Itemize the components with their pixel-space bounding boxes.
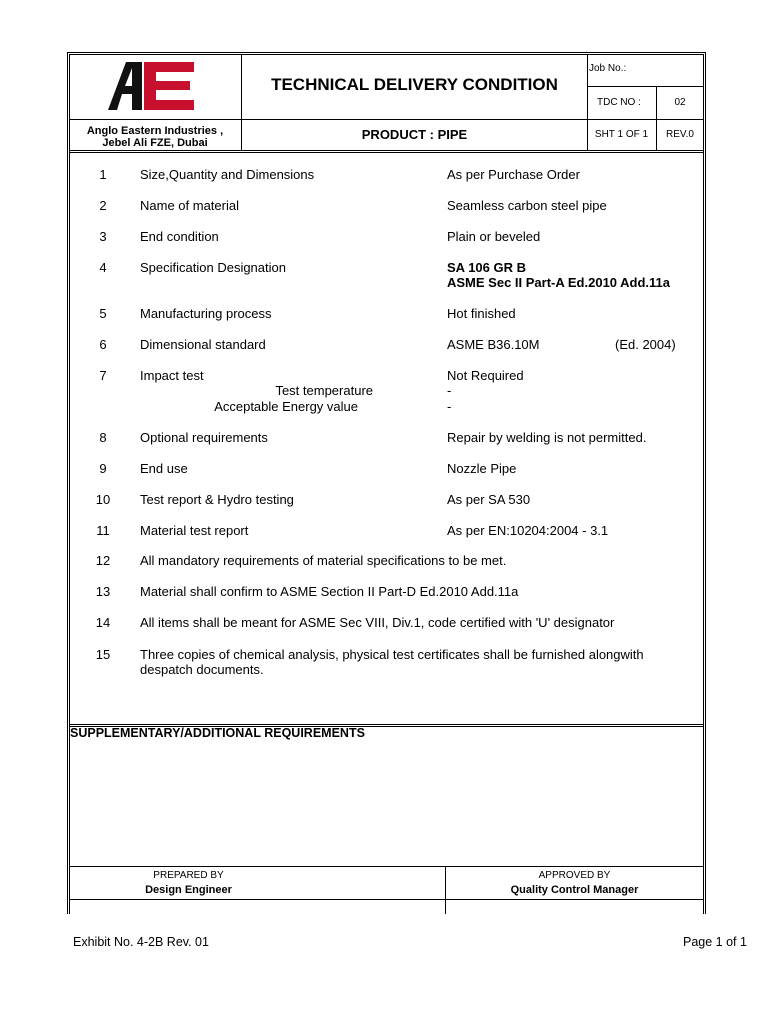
job-no-label: Job No.: xyxy=(589,63,627,74)
signoff-top-line xyxy=(69,866,703,867)
supplementary-heading: SUPPLEMENTARY/ADDITIONAL REQUIREMENTS xyxy=(70,726,365,740)
tdc-no-value: 02 xyxy=(674,97,686,108)
svg-text:AE: AE xyxy=(108,62,110,63)
header-hline-bottom2 xyxy=(69,152,703,153)
tdc-no-label: TDC NO : xyxy=(597,97,641,108)
ae-logo-icon xyxy=(108,62,194,110)
impact-test-temperature-value: - xyxy=(447,383,452,398)
prepared-by-label: PREPARED BY xyxy=(153,870,224,881)
page-number: Page 1 of 1 xyxy=(683,935,747,949)
frame-left-outer xyxy=(67,52,68,914)
frame-left-inner xyxy=(69,54,70,914)
approved-by-role: Quality Control Manager xyxy=(510,884,639,896)
product-label: PRODUCT : PIPE xyxy=(361,127,468,142)
exhibit-number: Exhibit No. 4-2B Rev. 01 xyxy=(73,935,209,949)
header-vline-3 xyxy=(656,86,657,150)
supplementary-top-line1 xyxy=(69,724,703,725)
item-15-line2: despatch documents. xyxy=(140,662,264,677)
impact-test-temperature-label: Test temperature xyxy=(275,383,373,398)
frame-top-inner xyxy=(69,54,703,55)
company-logo xyxy=(108,62,194,110)
company-name-line2: Jebel Ali FZE, Dubai xyxy=(102,137,208,149)
header-hline-mid xyxy=(69,119,703,120)
frame-top-outer xyxy=(67,52,705,53)
impact-energy-value: - xyxy=(447,399,452,414)
frame-right-outer xyxy=(705,52,706,914)
approved-by-label: APPROVED BY xyxy=(538,870,611,881)
prepared-by-role: Design Engineer xyxy=(145,884,232,896)
header-hline-bottom1 xyxy=(69,150,703,151)
impact-energy-label: Acceptable Energy value xyxy=(214,399,358,414)
revision-label: REV.0 xyxy=(666,129,694,140)
frame-right-inner xyxy=(703,54,704,914)
company-name-line1: Anglo Eastern Industries , xyxy=(86,125,224,137)
sheet-label: SHT 1 OF 1 xyxy=(594,129,649,140)
spec-designation-line2: ASME Sec II Part-A Ed.2010 Add.11a xyxy=(447,275,671,290)
header-hline-job xyxy=(587,86,703,87)
document-title: TECHNICAL DELIVERY CONDITION xyxy=(271,75,558,94)
signoff-mid-line xyxy=(69,899,703,900)
